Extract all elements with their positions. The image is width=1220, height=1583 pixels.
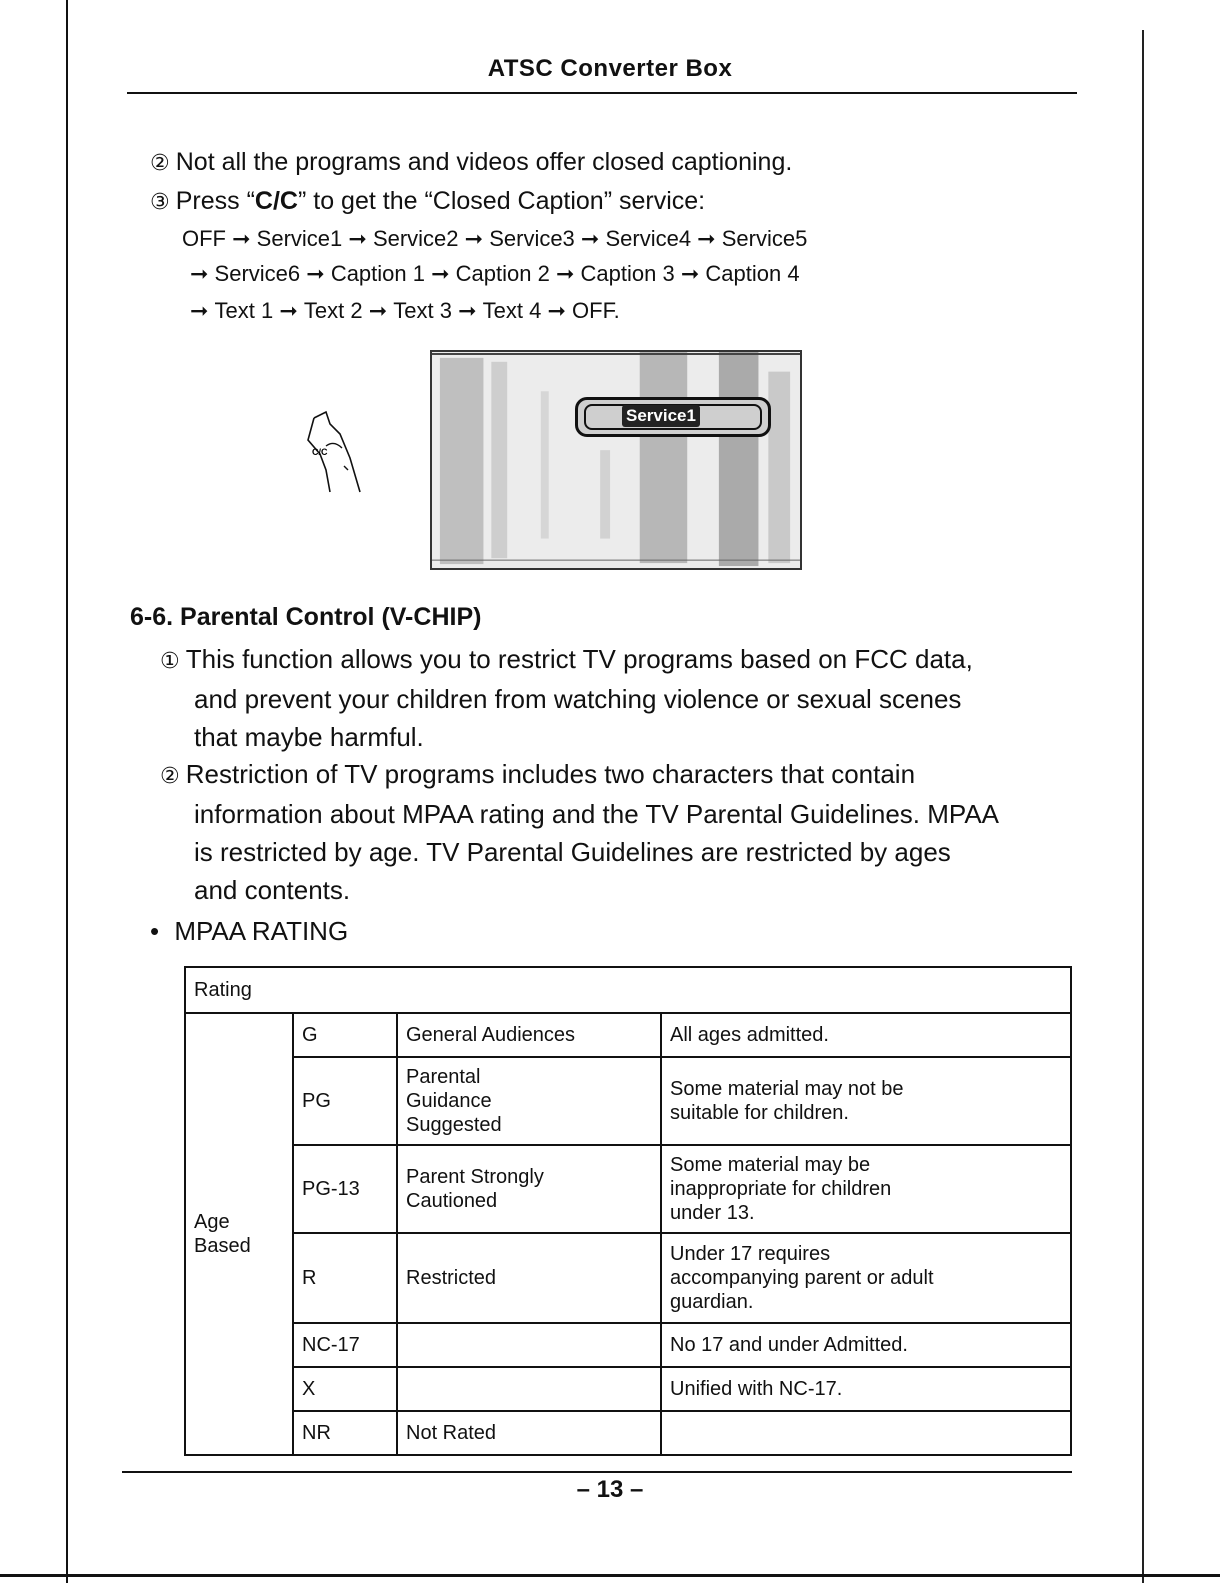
- arrow-right-icon: ➞: [458, 226, 490, 251]
- hand-press-icon: [300, 410, 370, 500]
- paragraph-1-line: that maybe harmful.: [194, 722, 424, 752]
- rating-name: Parent Strongly Cautioned: [397, 1145, 661, 1233]
- sequence-row-1: [182, 226, 807, 252]
- arrow-right-icon: ➞: [425, 261, 456, 286]
- rating-name: Not Rated: [397, 1411, 661, 1455]
- sequence-row-2: [190, 261, 800, 287]
- caption-mode-item: Service5: [721, 226, 808, 251]
- arrow-right-icon: ➞: [190, 298, 215, 323]
- rating-name: Restricted: [397, 1233, 661, 1323]
- rating-description: Some material may not be suitable for children.: [661, 1057, 1071, 1145]
- rating-description: [661, 1411, 1071, 1455]
- arrow-right-icon: ➞: [342, 226, 373, 251]
- paragraph-2-line: and contents.: [194, 875, 351, 905]
- arrow-right-icon: ➞: [300, 261, 331, 286]
- note-3-pre: Press “: [175, 187, 255, 215]
- page-right-border: [1142, 30, 1144, 1583]
- bullet-dot-icon: •: [150, 916, 160, 946]
- page-bottom-border: [0, 1574, 1220, 1577]
- paragraph-2-line: is restricted by age. TV Parental Guidelines are restricted by ages: [194, 837, 951, 867]
- caption-mode-item: OFF.: [572, 298, 620, 323]
- screen-noise-image: [432, 352, 800, 568]
- rating-description: Unified with NC-17.: [661, 1367, 1071, 1411]
- table-row: [185, 1323, 1071, 1367]
- arrow-right-icon: ➞: [574, 226, 606, 251]
- note-3-post: ” to get the “Closed Caption” service:: [297, 187, 706, 215]
- rating-code: PG-13: [293, 1145, 397, 1233]
- rating-code: NR: [293, 1411, 397, 1455]
- rating-description: Some material may be inappropriate for children under 13.: [661, 1145, 1071, 1233]
- caption-mode-item: Text 1: [214, 298, 274, 323]
- table-row: [185, 1057, 1071, 1145]
- page-header-title: ATSC Converter Box: [487, 55, 733, 82]
- arrow-right-icon: ➞: [691, 226, 722, 251]
- paragraph-1-line: This function allows you to restrict TV programs based on FCC data,: [185, 644, 973, 674]
- paragraph-2-number: ②: [160, 763, 180, 788]
- caption-mode-item: OFF: [182, 226, 226, 251]
- table-row: [185, 1013, 1071, 1057]
- table-row: [185, 1367, 1071, 1411]
- caption-mode-item: Caption 2: [455, 261, 550, 286]
- table-row: [185, 1411, 1071, 1455]
- mpaa-rating-label: MPAA RATING: [174, 916, 349, 946]
- note-2: [150, 148, 792, 177]
- caption-mode-item: Service2: [372, 226, 459, 251]
- table-header-rating: Rating: [185, 967, 1071, 1013]
- arrow-right-icon: ➞: [549, 261, 581, 286]
- page-left-border: [66, 0, 68, 1583]
- page-number: – 13 –: [576, 1476, 644, 1503]
- rating-name: General Audiences: [397, 1013, 661, 1057]
- osd-caption-box: [575, 397, 771, 437]
- note-3-number: ③: [150, 189, 170, 214]
- caption-mode-item: Service3: [489, 226, 575, 251]
- arrow-right-icon: ➞: [674, 261, 706, 286]
- rating-description: All ages admitted.: [661, 1013, 1071, 1057]
- rating-description: Under 17 requires accompanying parent or adult guardian.: [661, 1233, 1071, 1323]
- note-2-number: ②: [150, 150, 170, 175]
- cc-key-label: C/C: [254, 187, 298, 215]
- rating-name: Parental Guidance Suggested: [397, 1057, 661, 1145]
- arrow-right-icon: ➞: [226, 226, 257, 251]
- note-3: [150, 187, 705, 216]
- mpaa-rating-bullet: [150, 916, 348, 947]
- caption-mode-item: Caption 3: [580, 261, 675, 286]
- section-title: 6-6. Parental Control (V-CHIP): [130, 603, 482, 631]
- rating-code: R: [293, 1233, 397, 1323]
- header-rule: [127, 92, 1077, 94]
- rating-description: No 17 and under Admitted.: [661, 1323, 1071, 1367]
- caption-mode-item: Service1: [256, 226, 343, 251]
- arrow-right-icon: ➞: [190, 261, 215, 286]
- rating-name: [397, 1323, 661, 1367]
- caption-mode-item: Caption 1: [330, 261, 425, 286]
- paragraph-1-line: and prevent your children from watching violence or sexual scenes: [194, 684, 962, 714]
- tv-screen: [430, 350, 802, 570]
- arrow-right-icon: ➞: [452, 298, 483, 323]
- paragraph-2: [160, 755, 999, 909]
- rating-code: G: [293, 1013, 397, 1057]
- age-based-label: Age Based: [185, 1013, 293, 1455]
- sequence-row-3: [190, 298, 620, 324]
- note-2-text: Not all the programs and videos offer closed captioning.: [175, 148, 793, 176]
- paragraph-2-line: information about MPAA rating and the TV Parental Guidelines. MPAA: [194, 799, 999, 829]
- rating-code: PG: [293, 1057, 397, 1145]
- paragraph-1: [160, 640, 973, 756]
- osd-service-label: Service1: [622, 405, 700, 427]
- caption-mode-item: Service6: [214, 261, 301, 286]
- rating-code: X: [293, 1367, 397, 1411]
- paragraph-1-number: ①: [160, 648, 180, 673]
- caption-mode-item: Text 3: [393, 298, 452, 323]
- mpaa-rating-table: [184, 966, 1072, 1456]
- arrow-right-icon: ➞: [273, 298, 304, 323]
- arrow-right-icon: ➞: [541, 298, 573, 323]
- rating-code: NC-17: [293, 1323, 397, 1367]
- table-row: [185, 1233, 1071, 1323]
- rating-name: [397, 1367, 661, 1411]
- arrow-right-icon: ➞: [362, 298, 394, 323]
- caption-mode-item: Service4: [605, 226, 692, 251]
- footer-rule: [122, 1471, 1072, 1473]
- paragraph-2-line: Restriction of TV programs includes two characters that contain: [185, 759, 916, 789]
- remote-key-label: C/C: [312, 447, 328, 457]
- caption-mode-item: Caption 4: [705, 261, 800, 286]
- caption-mode-item: Text 2: [303, 298, 363, 323]
- caption-mode-item: Text 4: [482, 298, 542, 323]
- table-row: [185, 1145, 1071, 1233]
